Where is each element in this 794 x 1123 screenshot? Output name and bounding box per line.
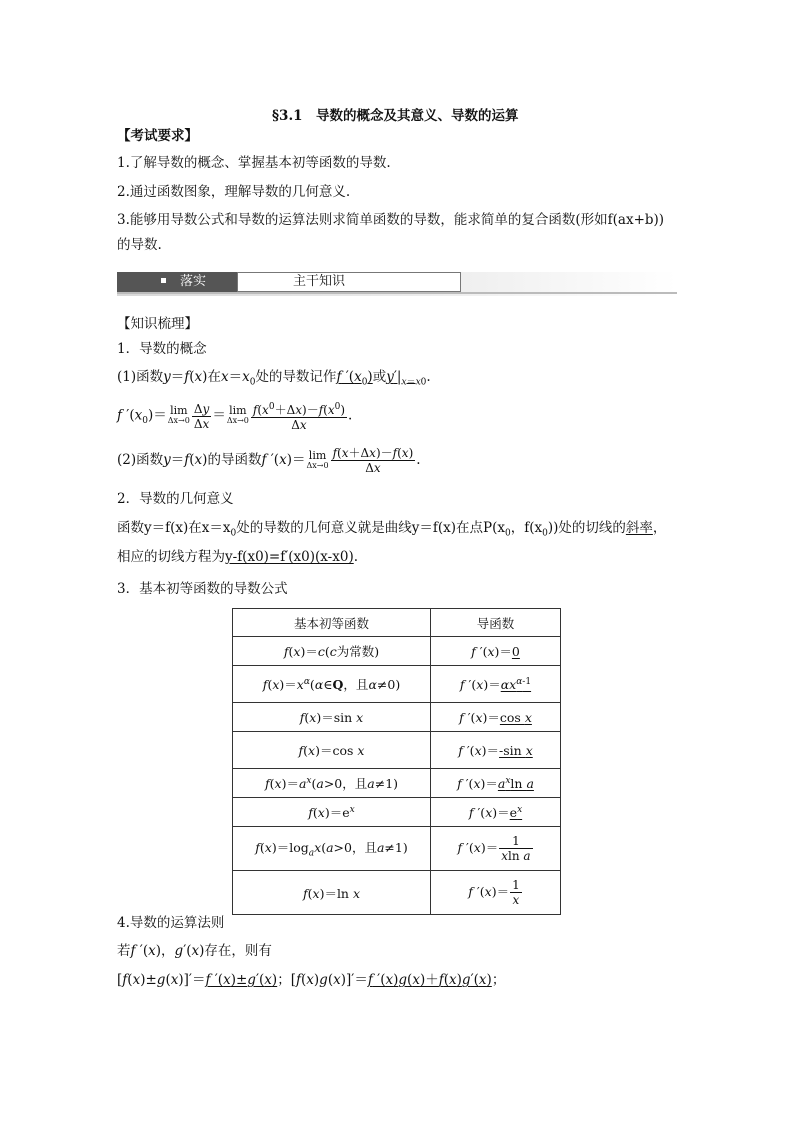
derivative-definition: f $'(x_0)=$ lim Δx→0 $\frac{\Delta y}{\Delta x}$ ＝ lim Δx→0 $\frac{f(x^0+\Delta x)-f(x^0)}{\Delta x}$ . (117, 401, 353, 432)
answer-blank: -sin x (499, 743, 533, 758)
table-row: $f(x)=x^\alpha(\alpha\in Q$，且α≠0) f $'(x)=\alpha x^{\alpha-1}$ (233, 666, 561, 703)
exam-item-2: 2.通过函数图象，理解导数的几何意义. (117, 184, 351, 200)
derivative-formula-table (232, 608, 561, 915)
table-row: $f(x)=a^x(a>0$，且a≠1) f $'(x)=a^x\ln$ a (233, 769, 561, 798)
banner-label-left: 落实 (117, 272, 237, 292)
table-row: f(x)＝c(c为常数) f ′(x)＝0 (233, 637, 561, 666)
table-header: 基本初等函数 (233, 609, 431, 637)
derivative-notation-line: (1)函数y＝f(x)在$x=x_0$处的导数记作f $'(x_0)$或$y'|_{x=x0}$. (117, 369, 431, 388)
subsection-4: 4.导数的运算法则 (117, 915, 225, 931)
derivative-function-definition: (2)函数y＝f(x)的导函数f ′(x)＝ lim Δx→0 $\frac{f(x+\Delta x)-f(x)}{\Delta x}$ . (117, 446, 421, 475)
answer-blank: $a^x\ln$ a (497, 775, 534, 791)
operation-rules: [f(x)±g(x)]′＝f ′(x)±g′(x)；[f(x)g(x)]′＝f ′(x)g(x)＋f(x)g′(x)； (117, 972, 506, 988)
table-row: $f(x)=\log_ax(a>0$，且a≠1) f ′(x)＝ $\frac{1}{\text{xln a}}$ (233, 827, 561, 871)
table-header-row (233, 609, 561, 637)
geometric-meaning-line-2: 相应的切线方程为y-f(x0)=f′(x0)(x-x0). (117, 549, 359, 565)
geometric-meaning-line-1: 函数y＝f(x)在$x=x_0$处的导数的几何意义就是曲线y＝f(x)在点$P(x_0$，$f(x_0)$)处的切线的斜率， (117, 520, 667, 539)
answer-blank: 斜率 (625, 520, 653, 536)
banner-label-right: 主干知识 (237, 272, 461, 292)
knowledge-heading: 【知识梳理】 (117, 316, 198, 332)
answer-blank: $\frac{1}{\text{xln a}}$ (501, 834, 531, 863)
answer-blank: $\frac{1}{x}$ (512, 878, 520, 907)
section-banner (117, 272, 677, 296)
table-row: f(x)＝sin x f ′(x)＝cos x (233, 703, 561, 732)
answer-blank: f ′(x)g(x)＋f(x)g′(x) (367, 972, 492, 988)
answer-blank: f $'(x_0)$ (336, 369, 373, 388)
answer-blank: $\alpha x^{\alpha-1}$ (500, 676, 532, 692)
answer-blank: cos x (499, 710, 532, 725)
subsection-1: 1．导数的概念 (117, 341, 207, 357)
answer-blank: $e^x$ (509, 804, 523, 820)
tangent-equation-answer: y-f(x0)=f′(x0)(x-x0) (225, 549, 354, 565)
table-row: $f(x)=e^x$ f $'(x)=e^x$ (233, 798, 561, 827)
square-bullet-icon (161, 278, 166, 283)
table-row: f(x)＝cos x f ′(x)＝-sin x (233, 732, 561, 769)
answer-blank: 0 (511, 644, 520, 659)
subsection-3: 3．基本初等函数的导数公式 (117, 581, 288, 597)
section-title: §3.1 导数的概念及其意义、导数的运算 (272, 108, 519, 124)
exam-heading: 【考试要求】 (117, 128, 198, 144)
answer-blank: f ′(x)±g′(x) (205, 972, 278, 988)
subsection-2: 2．导数的几何意义 (117, 491, 234, 507)
table-header: 导函数 (431, 609, 561, 637)
answer-blank: $y'|_{x=x0}$ (386, 369, 427, 388)
exam-item-1: 1.了解导数的概念、掌握基本初等函数的导数. (117, 155, 391, 171)
exam-item-3: 3.能够用导数公式和导数的运算法则求简单函数的导数，能求简单的复合函数(形如f(ax+b)) (117, 212, 665, 228)
table-row: f(x)＝ln x f ′(x)＝ $\frac{1}{x}$ (233, 871, 561, 915)
rules-intro: 若f ′(x)，g′(x)存在，则有 (117, 943, 272, 959)
exam-item-3-cont: 的导数. (117, 237, 162, 253)
